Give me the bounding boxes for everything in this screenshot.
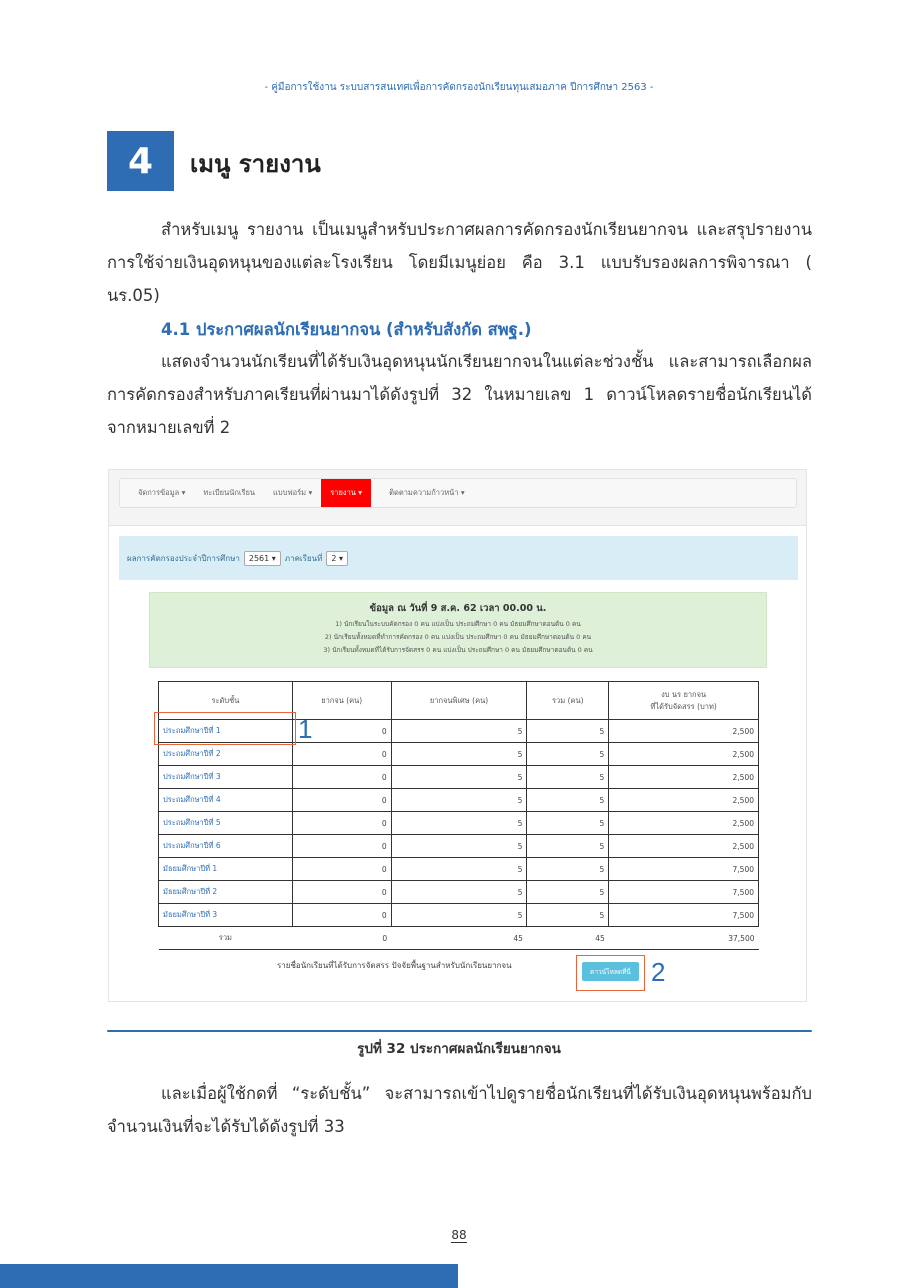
grade-level-link[interactable]: มัธยมศึกษาปีที่ 1 [159, 858, 293, 881]
table-cell: 2,500 [609, 812, 759, 835]
download-button[interactable]: ดาวน์โหลดที่นี่ [582, 962, 639, 981]
total-cell: 45 [391, 927, 527, 950]
col-header-level: ระดับชั้น [159, 682, 293, 720]
table-cell: 5 [527, 720, 609, 743]
term-select[interactable]: 2 ▾ [326, 551, 348, 566]
table-cell: 5 [527, 789, 609, 812]
table-cell: 0 [292, 881, 391, 904]
info-title: ข้อมูล ณ วันที่ 9 ส.ค. 62 เวลา 00.00 น. [369, 603, 547, 614]
marker-2-number: 2 [651, 957, 666, 987]
table-row [159, 904, 759, 927]
grade-level-link[interactable]: ประถมศึกษาปีที่ 4 [159, 789, 293, 812]
screenshot-figure [108, 469, 807, 1002]
figure-rule [107, 1030, 812, 1032]
year-label: ผลการคัดกรองประจำปีการศึกษา [127, 553, 240, 563]
intro-paragraph: สำหรับเมนู รายงาน เป็นเมนูสำหรับประกาศผลการคัดกรองนักเรียนยากจน และสรุปรายงานการใช้จ่ายเงินอุดหนุนของแต่ละโรงเรียน โดยมีเมนูย่อย คือ 3.1 แบบรับรองผลการพิจารณา ( นร.05) [107, 220, 812, 305]
grade-level-link[interactable]: ประถมศึกษาปีที่ 1 [159, 720, 293, 743]
table-cell: 5 [527, 812, 609, 835]
closing-paragraph: และเมื่อผู้ใช้กดที่ “ระดับชั้น” จะสามารถเข้าไปดูรายชื่อนักเรียนที่ได้รับเงินอุดหนุนพร้อมกับจำนวนเงินที่จะได้รับได้ดังรูปที่ 33 [107, 1084, 812, 1136]
table-cell: 2,500 [609, 743, 759, 766]
table-cell: 0 [292, 812, 391, 835]
table-cell: 5 [527, 881, 609, 904]
table-cell: 5 [527, 835, 609, 858]
info-line: 3) นักเรียนทั้งหมดที่ได้รับการจัดสรร 0 คน แบ่งเป็น ประถมศึกษา 0 คน มัธยมศึกษาตอนต้น 0 คน [323, 646, 593, 654]
grade-level-link[interactable]: ประถมศึกษาปีที่ 6 [159, 835, 293, 858]
table-row [159, 835, 759, 858]
navbar [119, 478, 797, 508]
chapter-title: เมนู รายงาน [190, 150, 321, 178]
grade-level-link[interactable]: ประถมศึกษาปีที่ 5 [159, 812, 293, 835]
table-cell: 2,500 [609, 789, 759, 812]
page-number: 88 [451, 1228, 467, 1242]
total-cell: 0 [292, 927, 391, 950]
table-cell: 0 [292, 858, 391, 881]
table-row [159, 858, 759, 881]
total-cell: 45 [527, 927, 609, 950]
table-cell: 2,500 [609, 720, 759, 743]
table-cell: 5 [527, 904, 609, 927]
table-cell: 5 [527, 743, 609, 766]
table-cell: 5 [391, 766, 527, 789]
table-row [159, 789, 759, 812]
table-cell: 5 [391, 835, 527, 858]
nav-progress[interactable]: ติดตามความก้าวหน้า ▾ [389, 488, 465, 497]
figure-caption: รูปที่ 32 ประกาศผลนักเรียนยากจน [357, 1041, 561, 1057]
info-line: 1) นักเรียนในระบบคัดกรอง 0 คน แบ่งเป็น ประถมศึกษา 0 คน มัธยมศึกษาตอนต้น 0 คน [335, 620, 581, 628]
table-cell: 5 [391, 789, 527, 812]
table-cell: 0 [292, 835, 391, 858]
table-cell: 5 [391, 812, 527, 835]
download-label: รายชื่อนักเรียนที่ได้รับการจัดสรร ปัจจัยพื้นฐานสำหรับนักเรียนยากจน [277, 961, 512, 970]
grade-level-link[interactable]: มัธยมศึกษาปีที่ 2 [159, 881, 293, 904]
page-header: - คู่มือการใช้งาน ระบบสารสนเทศเพื่อการคัดกรองนักเรียนทุนเสมอภาค ปีการศึกษา 2563 - [264, 82, 654, 93]
table-cell: 7,500 [609, 881, 759, 904]
col-header-budget: งบ นร ยากจน ที่ได้รับจัดสรร (บาท) [609, 682, 759, 720]
table-row [159, 881, 759, 904]
marker-1-number: 1 [298, 714, 313, 744]
term-label: ภาคเรียนที่ [284, 553, 323, 563]
table-cell: 5 [391, 904, 527, 927]
col-header-extreme-poor: ยากจนพิเศษ (คน) [391, 682, 527, 720]
grade-level-link[interactable]: ประถมศึกษาปีที่ 3 [159, 766, 293, 789]
table-cell: 2,500 [609, 766, 759, 789]
table-row [159, 766, 759, 789]
table-total-row [159, 927, 759, 950]
table-cell: 5 [527, 766, 609, 789]
table-row [159, 743, 759, 766]
table-cell: 0 [292, 904, 391, 927]
table-cell: 0 [292, 789, 391, 812]
table-cell: 7,500 [609, 858, 759, 881]
table-cell: 5 [527, 858, 609, 881]
col-header-total: รวม (คน) [527, 682, 609, 720]
nav-manage-data[interactable]: จัดการข้อมูล ▾ [138, 488, 186, 497]
table-cell: 5 [391, 858, 527, 881]
table-cell: 5 [391, 720, 527, 743]
grade-level-link[interactable]: ประถมศึกษาปีที่ 2 [159, 743, 293, 766]
filter-bar [119, 536, 798, 580]
nav-student-registry[interactable]: ทะเบียนนักเรียน [203, 488, 255, 497]
marker-2-box [576, 955, 645, 991]
section-heading: 4.1 ประกาศผลนักเรียนยากจน (สำหรับสังกัด สพฐ.) [161, 320, 532, 339]
marker-1-box [154, 712, 296, 745]
total-label: รวม [159, 927, 293, 950]
grade-level-link[interactable]: มัธยมศึกษาปีที่ 3 [159, 904, 293, 927]
table-cell: 5 [391, 881, 527, 904]
section-paragraph: แสดงจำนวนนักเรียนที่ได้รับเงินอุดหนุนนักเรียนยากจนในแต่ละช่วงชั้น และสามารถเลือกผลการคัดกรองสำหรับภาคเรียนที่ผ่านมาได้ดังรูปที่ 32 ในหมายเลข 1 ดาวน์โหลดรายชื่อนักเรียนได้จากหมายเลขที่ 2 [107, 352, 812, 437]
table-cell: 0 [292, 766, 391, 789]
year-select[interactable]: 2561 ▾ [244, 551, 281, 566]
info-panel [149, 592, 767, 668]
info-line: 2) นักเรียนทั้งหมดที่ทำการคัดกรอง 0 คน แบ่งเป็น ประถมศึกษา 0 คน มัธยมศึกษาตอนต้น 0 คน [324, 633, 592, 641]
total-cell: 37,500 [609, 927, 759, 950]
footer-bar [0, 1264, 458, 1288]
table-cell: 0 [292, 720, 391, 743]
navbar-container [109, 470, 806, 526]
table-cell: 2,500 [609, 835, 759, 858]
chapter-number: 4 [107, 131, 174, 191]
col-header-poor: ยากจน (คน) [292, 682, 391, 720]
table-cell: 7,500 [609, 904, 759, 927]
table-row [159, 812, 759, 835]
table-cell: 5 [391, 743, 527, 766]
nav-forms[interactable]: แบบฟอร์ม ▾ [272, 488, 313, 497]
table-cell: 0 [292, 743, 391, 766]
nav-report[interactable]: รายงาน ▾ [321, 479, 371, 507]
